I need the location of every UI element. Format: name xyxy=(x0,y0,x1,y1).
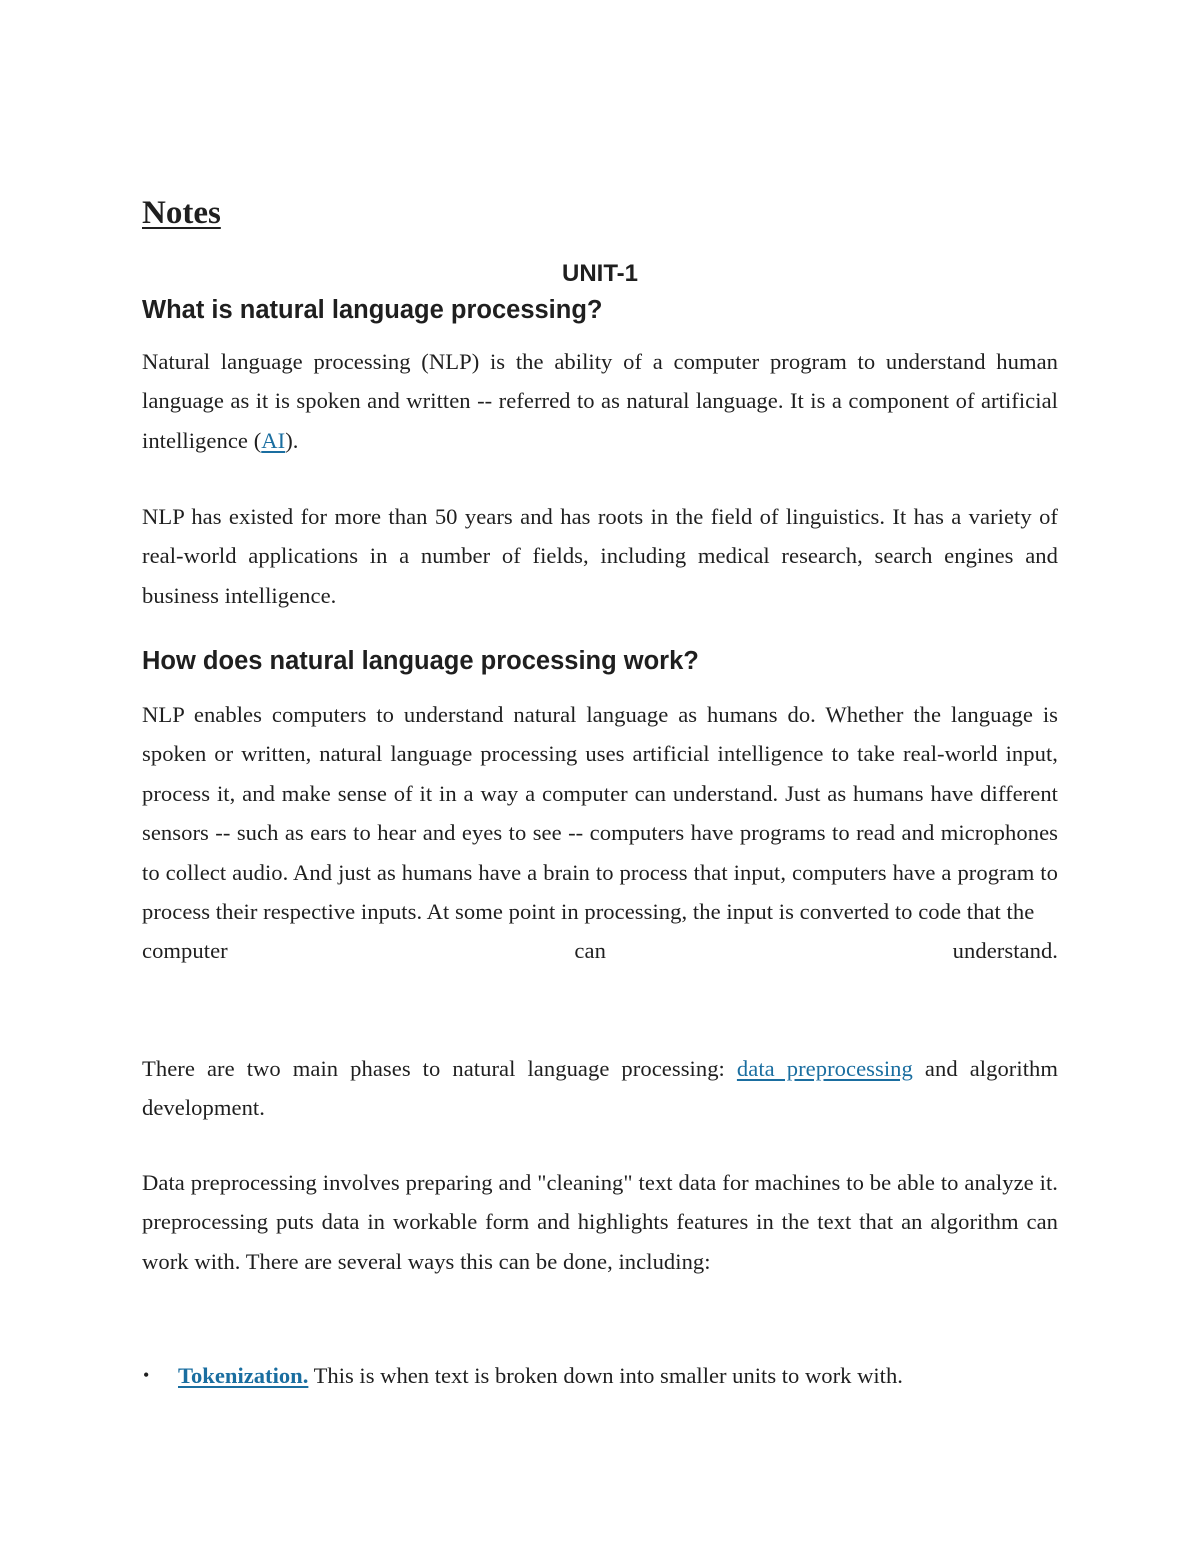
paragraph-nlp-history: NLP has existed for more than 50 years and has roots in the field of linguistics. It has a variety of real-world applications in a number of fields, including medical research, search engines and business intelligence. xyxy=(142,504,1058,608)
paragraph-last-line: computer can understand. xyxy=(142,938,1058,964)
paragraph-text: There are two main phases to natural language processing: xyxy=(142,1056,737,1081)
list-item xyxy=(142,1356,1058,1395)
section-heading-how-nlp-works: How does natural language processing work? xyxy=(142,647,699,675)
paragraph-nlp-how-it-works xyxy=(142,695,1058,971)
paragraph-main-phases xyxy=(142,1049,1058,1128)
list-item-text: This is when text is broken down into smaller units to work with. xyxy=(308,1363,903,1388)
tokenization-link[interactable]: Tokenization. xyxy=(178,1363,309,1388)
paragraph-text: Natural language processing (NLP) is the ability of a computer program to understand human language as it is spoken and written -- referred to as natural language. It is a component of artificial intelligence ( xyxy=(142,349,1058,453)
document-page xyxy=(142,0,1058,1553)
paragraph-text-end: ). xyxy=(285,427,299,453)
ai-link[interactable]: AI xyxy=(261,427,286,453)
section-heading-what-is-nlp: What is natural language processing? xyxy=(142,296,603,324)
paragraph-data-preprocessing: Data preprocessing involves preparing and "cleaning" text data for machines to be able to analyze it. preprocessing puts data in workable form and highlights features in the text that an algorithm can work with. There are several ways this can be done, including: xyxy=(142,1170,1058,1274)
paragraph-text-end: and algorithm development. xyxy=(142,1056,1058,1121)
data-preprocessing-link[interactable]: data preprocessing xyxy=(736,1056,913,1081)
unit-title: UNIT-1 xyxy=(561,260,638,287)
preprocessing-methods-list xyxy=(142,1356,1058,1395)
document-title: Notes xyxy=(142,195,221,231)
paragraph-text: NLP enables computers to understand natural language as humans do. Whether the language is spoken or written, natural language processing uses artificial intelligence to take real-world input, process it, and make sense of it in a way a computer can understand. Just as humans have different sensors -- such as ears to hear and eyes to see -- computers have programs to read and microphones to collect audio. And just as humans have a brain to process that input, computers have a program to process their respective inputs. At some point in processing, the input is converted to code that the xyxy=(142,702,1058,925)
paragraph-nlp-definition xyxy=(142,342,1058,460)
bullet-icon: • xyxy=(143,1365,150,1385)
